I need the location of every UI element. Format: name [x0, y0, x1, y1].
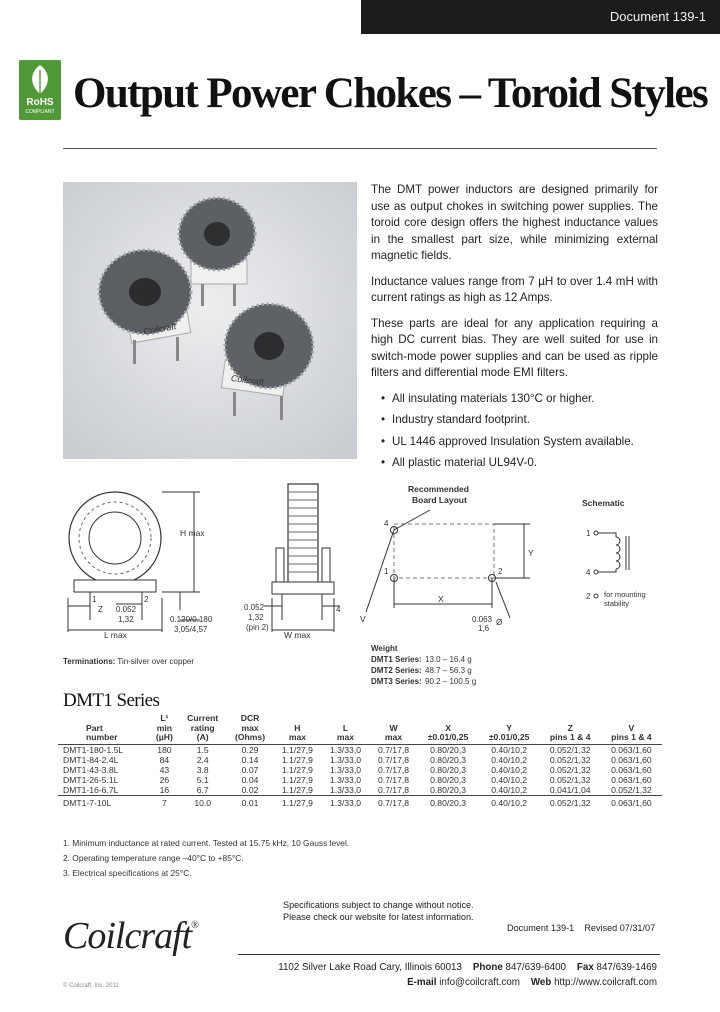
column-header-line: number [86, 732, 118, 743]
table-cell: 5.1 [196, 774, 209, 785]
table-cell: 0.052/1,32 [549, 764, 591, 775]
mounting-note-line2: stability [604, 599, 630, 608]
table-body [58, 744, 662, 808]
weight-series-label: DMT3 Series: [371, 677, 422, 686]
column-header-line: (µH) [155, 732, 173, 743]
table-cell: 16 [159, 784, 170, 795]
column-header-line: max [288, 732, 307, 743]
specification-table [58, 714, 662, 808]
phone-number: 847/639-6400 [505, 962, 566, 973]
schematic-pin1-label: 1 [586, 529, 591, 538]
table-cell: 0.07 [241, 764, 259, 775]
footer-document-info [507, 923, 655, 933]
email-label: E-mail [407, 977, 437, 988]
column-header [227, 714, 274, 744]
board-pin4-label: 4 [384, 519, 389, 528]
table-cell: 1.1/27,9 [281, 754, 313, 765]
column-header [58, 714, 150, 744]
z-dimension-label: Z [98, 605, 103, 614]
hole-diameter-label: 0.063 [472, 615, 493, 624]
table-cell: 2.4 [196, 754, 209, 765]
column-header-line: H [294, 722, 301, 733]
weight-series-label: DMT2 Series: [371, 666, 422, 675]
side-pin4-label: 4 [336, 605, 341, 614]
registered-mark: ® [191, 920, 198, 931]
column-header [369, 714, 417, 744]
web-label: Web [530, 977, 552, 988]
table-cell: 0.052/1,32 [540, 795, 601, 808]
table-cell: 0.052/1,32 [549, 754, 591, 765]
w-max-label: W max [284, 630, 311, 640]
table-cell: 1.3/33,0 [329, 774, 361, 785]
column-header-line: (A) [196, 732, 209, 743]
table-cell: 180 [157, 744, 172, 755]
hole-diameter-mm-label: 1,6 [478, 624, 490, 633]
part-number-cell: DMT1-180-1.5L [63, 744, 124, 755]
table-row [58, 795, 662, 808]
board-layout-drawing [366, 510, 530, 618]
table-cell: 1.3/33,0 [329, 764, 361, 775]
table-header-row [58, 714, 662, 744]
table-cell: 3.8 [196, 764, 209, 775]
weight-row [371, 676, 476, 687]
intro-paragraph-3: These parts are ideal for any application requiring a high DC current bias. They are well suited for use in switch-mode power supplies and can be used as ripple filters and differential mode EMI filters. [371, 316, 658, 379]
table-cell: 0.7/17,8 [377, 744, 410, 755]
photo-marking-front: Coilcraft [230, 372, 265, 388]
table-cell: 0.7/17,8 [377, 764, 410, 775]
column-header [540, 714, 601, 744]
table-cell: 1.1/27,9 [281, 744, 313, 755]
table-cell: 0.80/20,3 [430, 764, 466, 775]
weight-value: 13.0 – 16.4 g [425, 655, 472, 664]
table-cell: 0.052/1,32 [549, 744, 591, 755]
copyright: © Coilcraft, Inc. 2011 [63, 983, 119, 989]
product-description [371, 182, 658, 477]
table-row [58, 744, 662, 755]
column-header-line: Part [86, 722, 103, 733]
table-row [58, 765, 662, 775]
footer-doc-id: Document 139-1 [507, 923, 575, 933]
y-dimension-label: Y [528, 548, 534, 558]
table-cell: 0.041/1,04 [549, 784, 591, 795]
weight-row [371, 665, 476, 676]
table-cell: 0.7/17,8 [369, 795, 417, 808]
part-number-cell: DMT1-84-2.4L [63, 754, 119, 765]
table-cell: 1.1/27,9 [281, 764, 313, 775]
v-dimension-label: V [360, 614, 366, 624]
column-header-line: Y [506, 722, 512, 733]
table-row [58, 755, 662, 765]
column-header-line: ±0.01/0,25 [427, 732, 469, 743]
table-cell: 0.80/20,3 [430, 744, 466, 755]
table-cell: 0.80/20,3 [430, 774, 466, 785]
weight-value: 90.2 – 100.5 g [425, 677, 477, 686]
part-number-cell: DMT1-16-6.7L [63, 784, 119, 795]
table-cell: 0.14 [241, 754, 259, 765]
column-header [150, 714, 179, 744]
document-number-bar [361, 0, 720, 34]
column-header-line: max [241, 722, 259, 733]
table-row [58, 775, 662, 785]
table-cell: 0.40/10,2 [491, 754, 528, 765]
board-layout-title-1: Recommended [408, 484, 469, 494]
board-layout-title-2: Board Layout [412, 495, 467, 505]
column-header-line: V [628, 722, 635, 733]
column-header-line: X [445, 722, 451, 733]
schematic-drawing [594, 531, 629, 598]
table-cell: 1.1/27,9 [281, 784, 313, 795]
column-header-line: DCR [240, 713, 260, 723]
schematic-pin2-label: 2 [586, 592, 591, 601]
photo-marking-left: Coilcraft [142, 321, 177, 337]
weight-series-label: DMT1 Series: [371, 655, 422, 664]
table-cell: 0.80/20,3 [418, 795, 479, 808]
column-header-line: ±0.01/0,25 [488, 732, 530, 743]
contact-line [240, 977, 657, 988]
table-cell: 0.063/1,60 [601, 795, 662, 808]
table-cell: 0.7/17,8 [377, 784, 410, 795]
footnote: 1. Minimum inductance at rated current. Tested at 15.75 kHz, 10 Gauss level. [63, 838, 350, 848]
table-cell: 0.02 [241, 784, 259, 795]
table-cell: 0.052/1,32 [611, 784, 652, 795]
part-number-cell: DMT1-7-10L [58, 795, 150, 808]
side-pin2-note: (pin 2) [246, 623, 269, 632]
terminations-note [63, 657, 194, 666]
table-cell: 0.7/17,8 [377, 774, 410, 785]
column-header [479, 714, 540, 744]
weight-info [371, 643, 476, 687]
table-cell: 0.063/1,60 [611, 764, 652, 775]
address-line [240, 962, 657, 973]
weight-row [371, 654, 476, 665]
terminations-value: Tin-silver over copper [117, 657, 195, 666]
column-header-line: W [389, 722, 398, 733]
table-row [58, 785, 662, 796]
footer-notice [283, 900, 474, 923]
series-title: DMT1 Series [63, 690, 160, 711]
board-pin2-label: 2 [498, 567, 503, 576]
footnotes [63, 836, 349, 881]
front-pin2-label: 2 [144, 595, 149, 604]
terminations-label: Terminations: [63, 657, 116, 666]
table-cell: 7 [150, 795, 179, 808]
table-cell: 1.3/33,0 [321, 795, 369, 808]
table-cell: 1.3/33,0 [329, 754, 361, 765]
column-header-line: Current [187, 713, 219, 723]
column-header [179, 714, 227, 744]
column-header-line: pins 1 & 4 [549, 732, 591, 743]
table-cell: 1.1/27,9 [273, 795, 321, 808]
table-cell: 0.01 [227, 795, 274, 808]
table-cell: 0.063/1,60 [611, 774, 652, 785]
lead-length-dimension: 0.120/0.180 [170, 615, 213, 624]
column-header-line: (Ohms) [235, 732, 266, 743]
table-cell: 0.052/1,32 [549, 774, 591, 785]
table-cell: 0.7/17,8 [377, 754, 410, 765]
leaf-icon [26, 64, 54, 96]
column-header-line: max [336, 732, 355, 743]
table-cell: 0.80/20,3 [430, 784, 466, 795]
x-dimension-label: X [438, 594, 444, 604]
column-header [601, 714, 662, 744]
l-max-label: L max [104, 630, 127, 640]
side-dim-132: 1,32 [248, 613, 264, 622]
table-cell: 0.063/1,60 [611, 744, 652, 755]
coilcraft-logo [63, 914, 198, 958]
footer-revised: Revised 07/31/07 [584, 923, 656, 933]
lead-length-dimension-mm: 3,05/4,57 [174, 625, 208, 634]
weight-value: 48.7 – 56.3 g [425, 666, 472, 675]
table-cell: 0.40/10,2 [491, 784, 528, 795]
table-cell: 0.40/10,2 [491, 744, 528, 755]
page-title: Output Power Chokes – Toroid Styles [73, 70, 708, 117]
side-dim-0052: 0.052 [244, 603, 265, 612]
table-cell: 84 [159, 754, 170, 765]
column-header [321, 714, 369, 744]
column-header-line: min [156, 722, 173, 733]
mounting-note-line1: for mounting [604, 590, 646, 599]
table-cell: 0.40/10,2 [491, 774, 528, 785]
table-cell: 1.1/27,9 [281, 774, 313, 785]
schematic-pin4-label: 4 [586, 568, 591, 577]
table-cell: 0.40/10,2 [479, 795, 540, 808]
column-header-line: max [384, 732, 403, 743]
table-cell: 0.063/1,60 [611, 754, 652, 765]
intro-paragraph-2: Inductance values range from 7 µH to over 1.4 mH with current ratings as high as 12 Amps. [371, 274, 658, 304]
table-cell: 0.40/10,2 [491, 764, 528, 775]
logo-text: Coilcraft [63, 915, 192, 957]
diameter-symbol: Ø [496, 618, 503, 627]
column-header-line: Z [567, 722, 573, 733]
email-link[interactable]: info@coilcraft.com [439, 977, 520, 988]
rohs-compliant-label: COMPLIANT [25, 109, 55, 115]
fax-label: Fax [576, 962, 594, 973]
feature-item: • All plastic material UL94V-0. [381, 455, 658, 472]
column-header [273, 714, 321, 744]
title-divider [63, 148, 657, 149]
footer-divider [238, 954, 660, 955]
weight-title: Weight [371, 644, 398, 653]
column-header-line: L¹ [160, 713, 169, 723]
notice-line-2: Please check our website for latest information. [283, 911, 474, 922]
footnote: 2. Operating temperature range –40°C to +85°C. [63, 853, 244, 863]
column-header-line: pins 1 & 4 [611, 732, 652, 743]
web-link[interactable]: http://www.coilcraft.com [554, 977, 657, 988]
feature-item: • UL 1446 approved Insulation System available. [381, 434, 658, 451]
h-max-label: H max [180, 528, 205, 538]
front-dim-132: 1,32 [118, 615, 134, 624]
table-cell: 1.5 [196, 744, 209, 755]
front-dim-0052: 0.052 [116, 605, 137, 614]
address: 1102 Silver Lake Road Cary, Illinois 60013 [278, 962, 462, 973]
notice-line-1: Specifications subject to change without notice. [283, 900, 474, 910]
footnote: 3. Electrical specifications at 25°C. [63, 868, 192, 878]
part-number-cell: DMT1-43-3.8L [63, 764, 119, 775]
table-cell: 1.3/33,0 [329, 784, 361, 795]
board-pin1-label: 1 [384, 567, 389, 576]
column-header-line: L [342, 722, 349, 733]
document-number: Document 139-1 [609, 9, 706, 24]
table-cell: 43 [159, 764, 170, 775]
table-cell: 26 [159, 774, 170, 785]
table-cell: 0.29 [241, 744, 259, 755]
table-cell: 0.80/20,3 [430, 754, 466, 765]
table-cell: 6.7 [196, 784, 209, 795]
column-header [418, 714, 479, 744]
feature-item: • Industry standard footprint. [381, 412, 658, 429]
fax-number: 847/639-1469 [596, 962, 657, 973]
table-cell: 0.04 [241, 774, 259, 785]
intro-paragraph-1: The DMT power inductors are designed primarily for use as output chokes in switching power supplies. The toroid core design offers the highest inductance values in the smallest part size, while minimizing external magnetic fields. [371, 183, 658, 262]
side-view-drawing [264, 484, 340, 632]
feature-item: • All insulating materials 130°C or higher. [381, 391, 658, 408]
feature-list [371, 391, 658, 472]
rohs-label: RoHS [26, 97, 54, 108]
table-cell: 10.0 [179, 795, 227, 808]
schematic-title: Schematic [582, 498, 625, 508]
table-cell: 1.3/33,0 [329, 744, 361, 755]
front-pin1-label: 1 [92, 595, 97, 604]
phone-label: Phone [472, 962, 503, 973]
rohs-badge [19, 60, 61, 120]
column-header-line: rating [190, 722, 215, 733]
product-photo [63, 182, 357, 459]
part-number-cell: DMT1-26-5.1L [63, 774, 119, 785]
